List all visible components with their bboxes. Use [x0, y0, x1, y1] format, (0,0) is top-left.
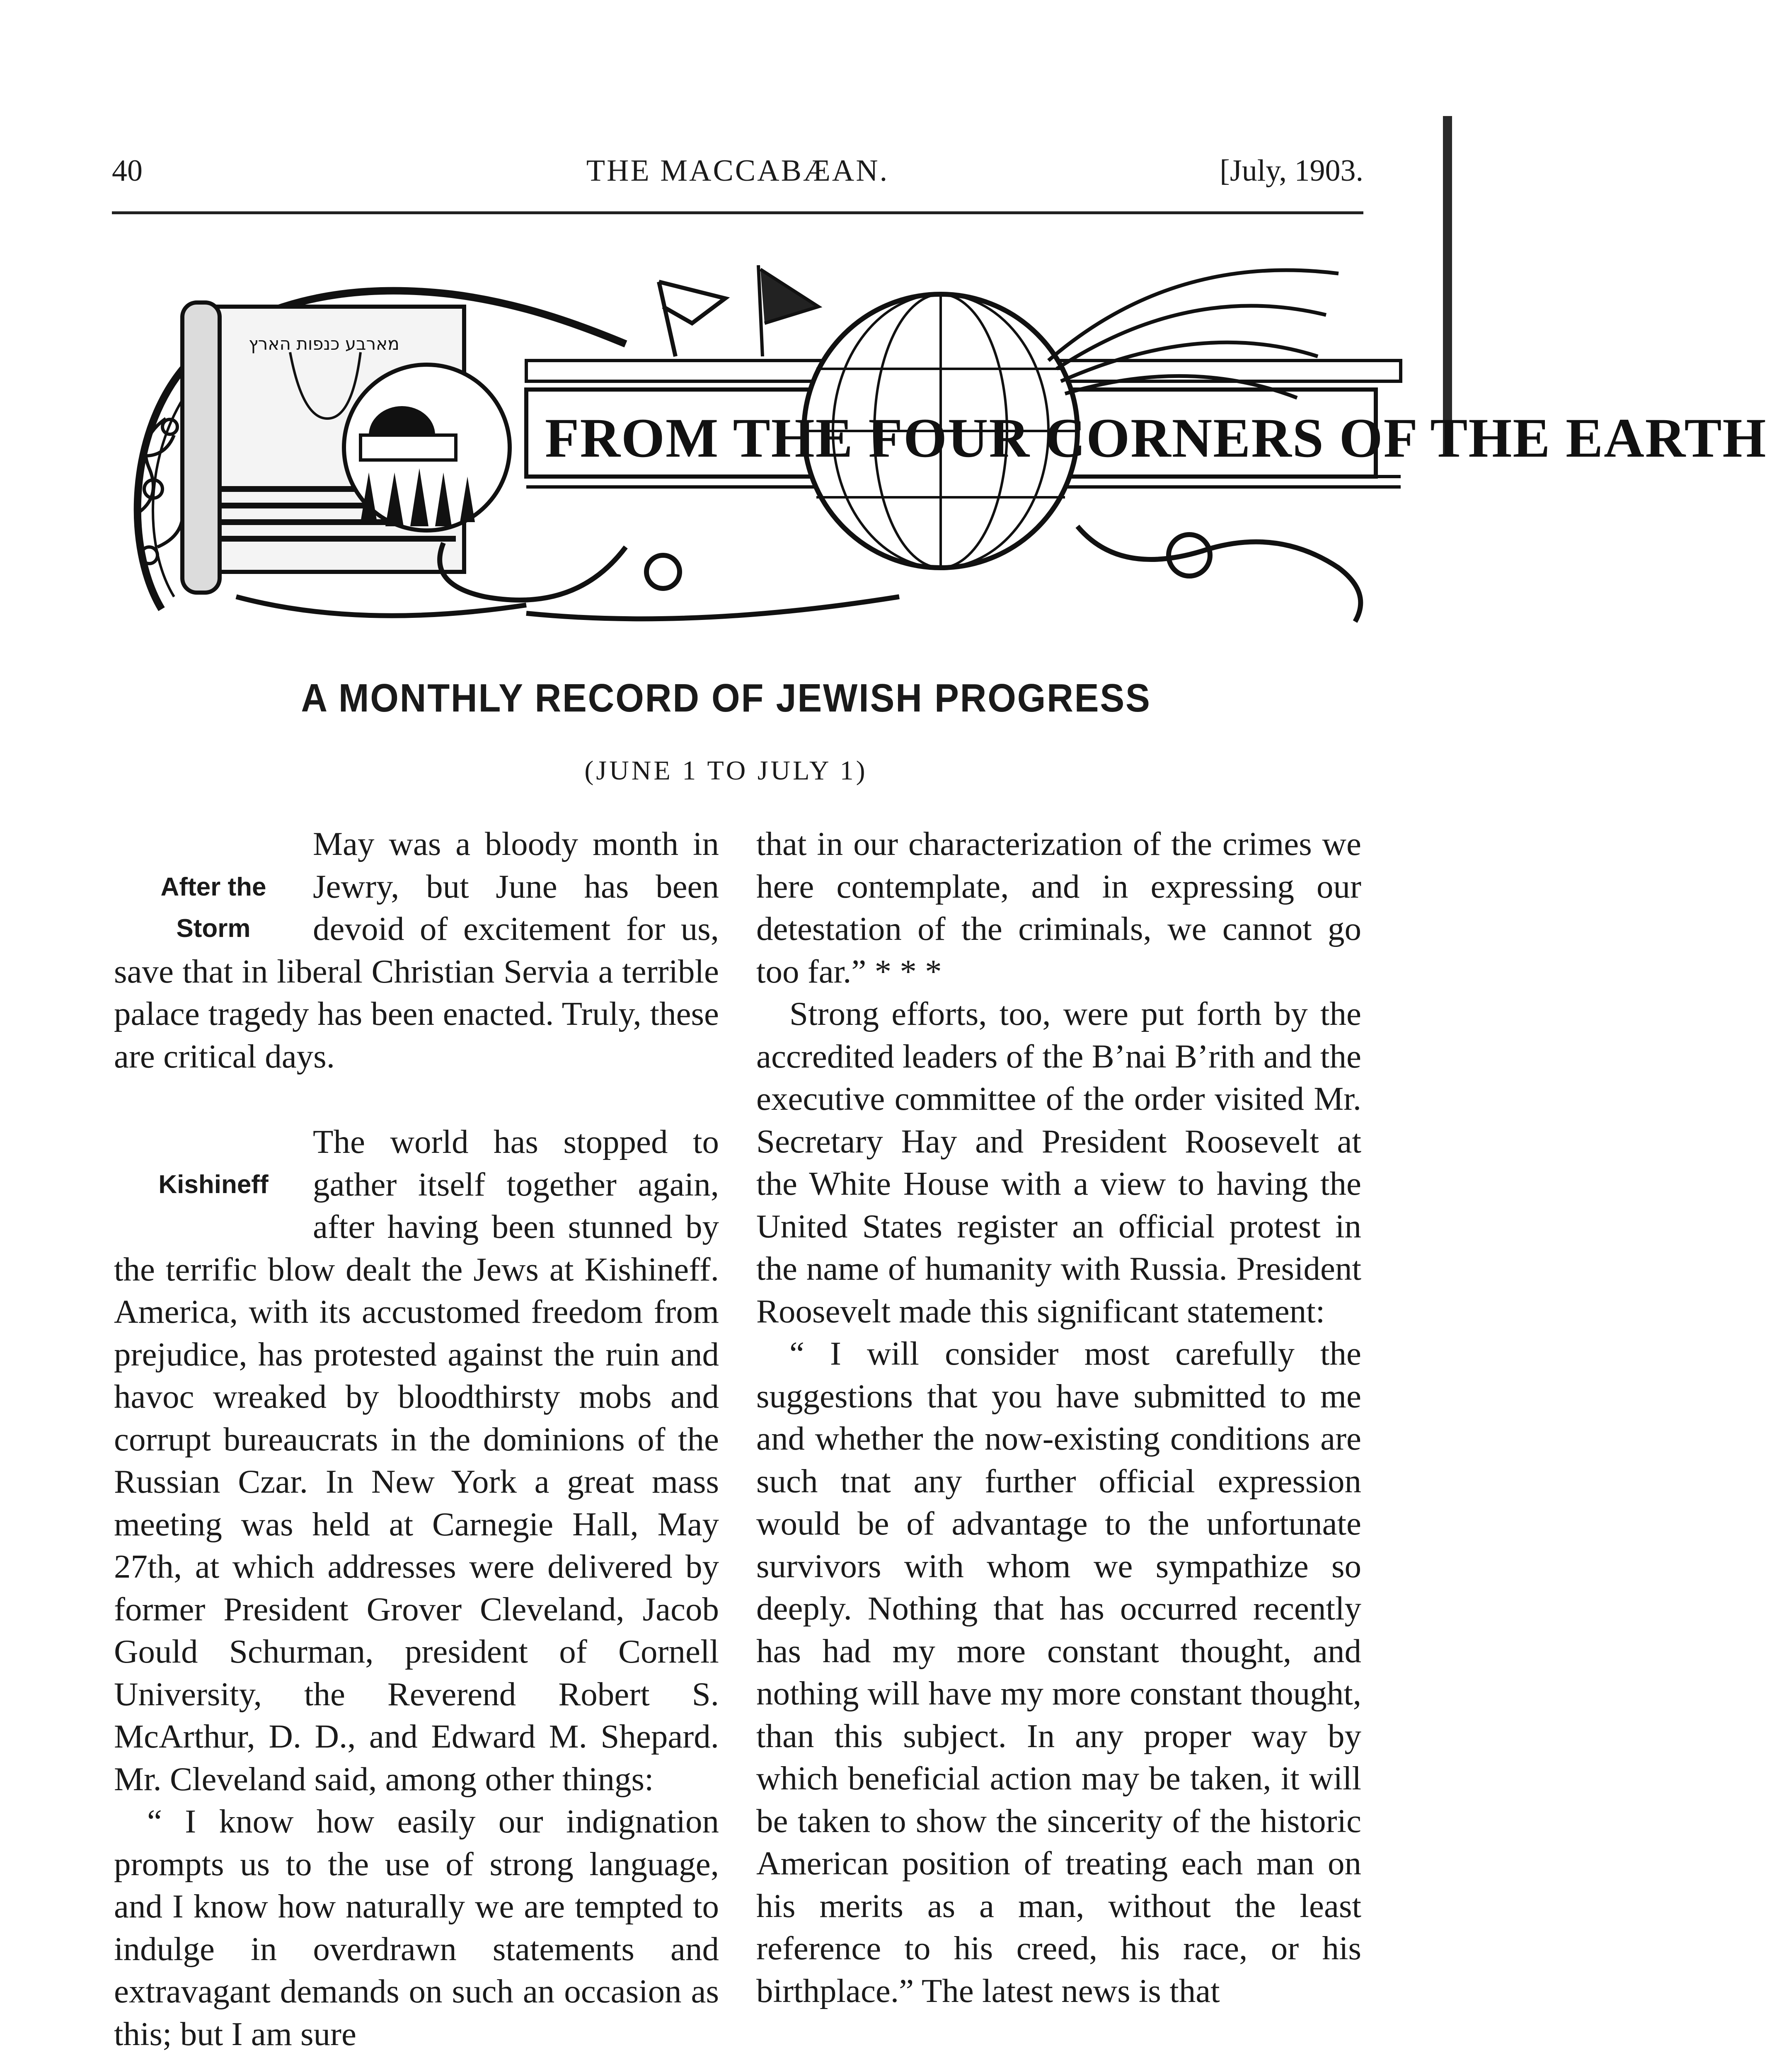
banner-title: FROM THE FOUR CORNERS OF THE EARTH [545, 407, 1767, 469]
hebrew-scroll-inscription: מארבע כנפות הארץ [249, 334, 399, 354]
sidenote-line: Kishineff [158, 1170, 269, 1199]
sidenote-line: After the [160, 873, 266, 901]
sidenote-after-the-storm [114, 823, 313, 949]
paragraph-bnai-brith: Strong efforts, too, were put forth by the accredited leaders of the B’nai B’rith and the executive committee of the order visited Mr. Secretary Hay and President Roosevelt at the White House with a view to having the United States register an official protest in the name of humanity with Russia. President Roosevelt made this significant statement: [756, 995, 1361, 1330]
header-rule [112, 211, 1363, 214]
sidenote-line: Storm [176, 914, 251, 943]
paragraph-cleveland-quote: “ I know how easily our indignation prompts us to the use of strong language, and I know how naturally we are tempted to indulge in overdrawn statements and extravagant demands on such an occasion as this; but I am sure [114, 1803, 719, 2053]
left-column [114, 823, 719, 2055]
sidenote-kishineff [114, 1121, 313, 1247]
section-dates: (JUNE 1 TO JULY 1) [584, 755, 868, 786]
page-edge-shadow [1443, 116, 1452, 456]
issue-date: [July, 1903. [1220, 154, 1363, 188]
journal-title: THE MACCABÆAN. [586, 154, 889, 188]
right-column [756, 823, 1361, 2012]
section-title: A MONTHLY RECORD OF JEWISH PROGRESS [301, 676, 1151, 720]
paragraph-quote-continued: that in our characterization of the crimes we here contemplate, and in expressing our detestation of the criminals, we cannot go too far.” * * * [756, 825, 1361, 990]
paragraph-roosevelt-quote: “ I will consider most carefully the suggestions that you have submitted to me and whether the now-existing conditions are such tnat any further official expression would be of advantage to the unfortunate survivors with whom we sympathize so deeply. Nothing that has occurred recently has had my more constant thought, and nothing will have my more constant thought, than this subject. In any proper way by which beneficial action may be taken, it will be taken to show the sincerity of the historic American position of treating each man on his merits as a man, without the least reference to his creed, his race, or his birthplace.” The latest news is that [756, 1335, 1361, 2009]
page-number: 40 [112, 154, 143, 188]
paragraph-after-the-storm: May was a bloody month in Jewry, but June has been devoid of excitement for us, save that in liberal Christian Servia a terrible palace tragedy has been enacted. Truly, these are critical days. [114, 825, 719, 1075]
decorative-banner [112, 257, 1767, 651]
running-header [112, 153, 1363, 191]
paragraph-kishineff: The world has stopped to gather itself together again, after having been stunned by the terrific blow dealt the Jews at Kishineff. America, with its accustomed freedom from prejudice, has protested against the ruin and havoc wreaked by bloodthirsty mobs and corrupt bureaucrats in the dominions of the Russian Czar. In New York a great mass meeting was held at Carnegie Hall, May 27th, at which addresses were delivered by former President Grover Cleveland, Jacob Gould Schurman, president of Cornell University, the Reverend Robert S. McArthur, D. D., and Edward M. Shepard. Mr. Cleveland said, among other things: [114, 1123, 719, 1798]
